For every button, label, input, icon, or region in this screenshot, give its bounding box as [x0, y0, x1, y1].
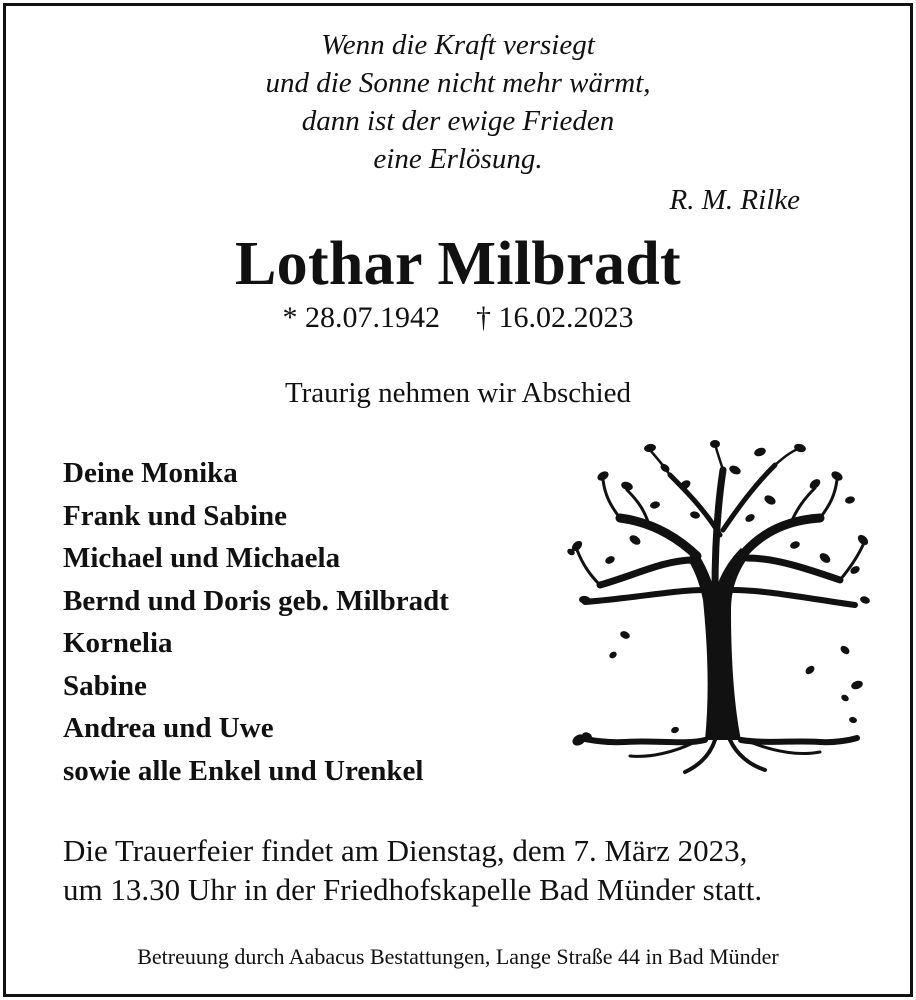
mourner-item: Frank und Sabine: [63, 499, 288, 532]
mourner-item: Sabine: [63, 669, 147, 702]
mourner-item: Michael und Michaela: [63, 542, 341, 574]
funeral-home-footer: Betreuung durch Aabacus Bestattungen, Lange Straße 44 in Bad Münder: [137, 944, 779, 969]
mourner-item: Bernd und Doris geb. Milbradt: [63, 584, 449, 617]
quote-line: und die Sonne nicht mehr wärmt,: [265, 67, 651, 99]
death-date: † 16.02.2023: [476, 301, 634, 334]
mourner-item: sowie alle Enkel und Urenkel: [63, 754, 424, 787]
tree-with-falling-leaves-icon: [565, 440, 870, 780]
quote-line: Wenn die Kraft versiegt: [321, 29, 595, 61]
deceased-name: Lothar Milbradt: [235, 230, 681, 298]
service-line: Die Trauerfeier findet am Dienstag, dem 7. März 2023,: [63, 833, 748, 868]
mourner-item: Andrea und Uwe: [63, 712, 274, 744]
mourners-list: [63, 452, 449, 792]
quote-line: eine Erlösung.: [373, 143, 543, 175]
mourner-item: Kornelia: [63, 627, 173, 659]
service-line: um 13.30 Uhr in der Friedhofskapelle Bad Münder statt.: [63, 872, 763, 907]
poem-quote: [0, 26, 916, 178]
life-dates: [0, 300, 916, 336]
mourner-item: Deine Monika: [63, 457, 238, 489]
birth-date: * 28.07.1942: [282, 301, 440, 334]
quote-line: dann ist der ewige Frieden: [301, 105, 615, 137]
farewell-text: Traurig nehmen wir Abschied: [284, 377, 632, 409]
quote-author: R. M. Rilke: [669, 184, 800, 216]
service-info: [63, 831, 883, 909]
